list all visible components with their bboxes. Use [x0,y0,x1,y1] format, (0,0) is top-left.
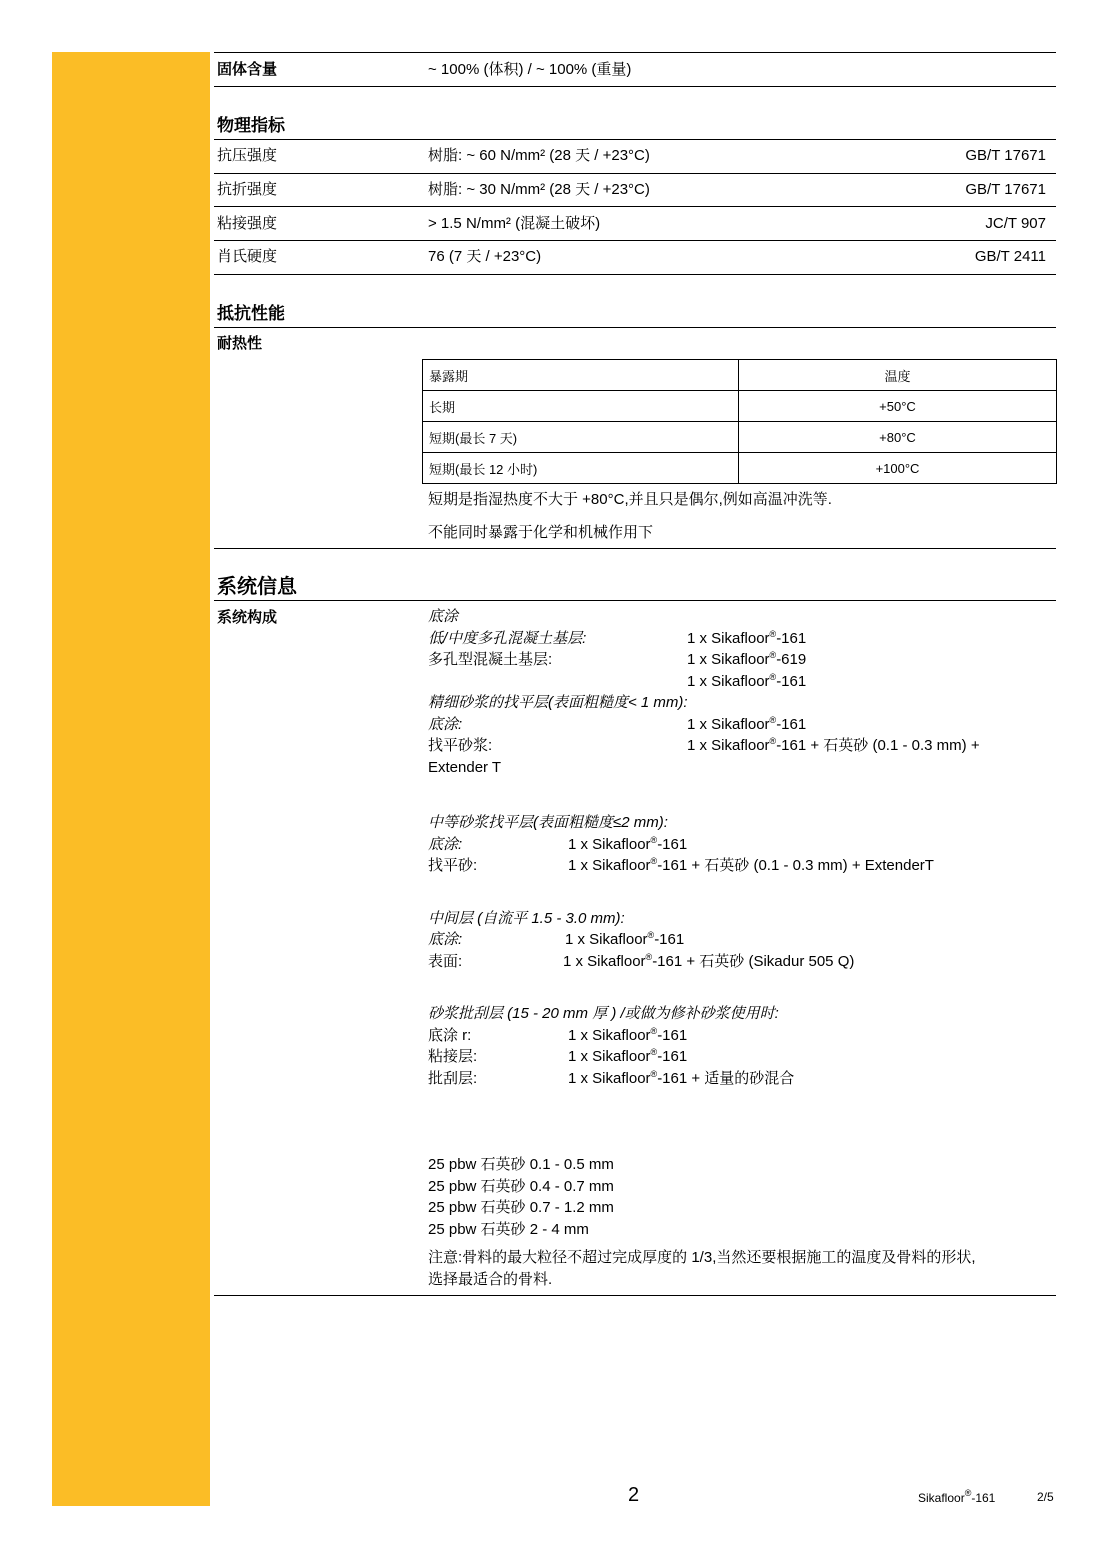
list-item [428,1046,1053,1068]
item-value: 1 x Sikafloor®-161 [568,834,688,853]
page-number: 2 [628,1484,640,1506]
medium-leveling-title: 中等砂浆找平层(表面粗糙度≤2 mm): [428,814,668,831]
divider [214,327,1056,328]
item-value: 1 x Sikafloor®-161 + 石英砂 (Sikadur 505 Q) [563,951,855,970]
list-item [428,671,1053,693]
item-value: 1 x Sikafloor®-161 + 石英砂 (0.1 - 0.3 mm) + [687,736,980,754]
table-cell: 长期 [423,391,739,422]
physical-section-title: 物理指标 [217,116,285,135]
physical-row-label: 肖氏硬度 [217,248,278,265]
divider [214,173,1056,174]
list-item [428,714,1053,736]
item-value: 1 x Sikafloor®-161 [568,1047,688,1065]
table-cell: +50°C [739,391,1057,422]
heat-note: 短期是指湿热度不大于 +80°C,并且只是偶尔,例如高温冲洗等. [428,491,832,508]
list-item [428,834,1053,856]
item-continuation: Extender T [428,758,502,776]
sand-list [428,1154,614,1240]
list-item: 25 pbw 石英砂 2 - 4 mm [428,1220,589,1238]
table-row [423,422,1057,453]
physical-row-standard: GB/T 17671 [965,181,1046,198]
item-key: 多孔型混凝土基层: [428,651,553,668]
fine-leveling-title: 精细砂浆的找平层(表面粗糙度< 1 mm): [428,694,688,711]
heat-resistance-label: 耐热性 [217,335,263,352]
divider [214,1295,1056,1296]
item-value: 1 x Sikafloor®-161 [565,930,685,948]
list-item [428,929,1053,951]
physical-row-label: 粘接强度 [217,215,278,232]
list-item [428,1068,1053,1090]
divider [214,600,1056,601]
item-value: 1 x Sikafloor®-161 [687,671,807,690]
physical-row-value: 树脂: ~ 30 N/mm² (28 天 / +23°C) [428,181,650,198]
physical-row-label: 抗折强度 [217,181,278,198]
table-cell: +100°C [739,453,1057,484]
item-key: 底涂 r: [428,1026,472,1044]
solids-label: 固体含量 [217,61,278,78]
divider [214,548,1056,549]
list-item: 25 pbw 石英砂 0.1 - 0.5 mm [428,1156,614,1173]
table-row [423,453,1057,484]
physical-row-value: 树脂: ~ 60 N/mm² (28 天 / +23°C) [428,147,650,164]
item-key: 批刮层: [428,1069,478,1087]
item-value: 1 x Sikafloor®-161 + 石英砂 (0.1 - 0.3 mm) + ExtenderT [568,856,934,874]
exposure-note: 不能同时暴露于化学和机械作用下 [428,524,654,541]
system-section-title: 系统信息 [217,576,297,598]
item-value: 1 x Sikafloor®-161 [687,628,807,647]
table-cell: 短期(最长 12 小时) [423,453,739,484]
table-cell: +80°C [739,422,1057,453]
divider [214,139,1056,140]
divider [214,86,1056,87]
item-key: 找平砂: [428,857,478,874]
heat-resistance-table [422,359,1057,484]
physical-row-value: 76 (7 天 / +23°C) [428,248,542,265]
list-item [428,628,1053,650]
item-value: 1 x Sikafloor®-161 [687,714,807,733]
product-name: Sikafloor®-161 [918,1488,996,1505]
list-item [428,1025,1053,1047]
physical-row-standard: JC/T 907 [985,215,1046,232]
sidebar-accent-bar [52,52,210,1506]
item-key: 粘接层: [428,1048,478,1065]
divider [214,274,1056,275]
table-header-cell: 暴露期 [423,360,739,391]
item-value: 1 x Sikafloor®-161 [568,1025,688,1044]
item-value: 1 x Sikafloor®-619 [687,650,807,668]
system-structure-block [428,606,1053,1089]
table-row [423,391,1057,422]
intermediate-layer-title: 中间层 (自流平 1.5 - 3.0 mm): [428,909,625,927]
list-item [428,735,1053,757]
item-key: 找平砂浆: [428,737,493,754]
page-count: 2/5 [1037,1490,1054,1504]
item-key: 底涂: [428,835,463,853]
list-item [428,855,1053,877]
physical-row-standard: GB/T 17671 [965,147,1046,164]
item-value: 1 x Sikafloor®-161 + 适量的砂混合 [568,1068,795,1087]
system-structure-label: 系统构成 [217,609,278,626]
divider [214,206,1056,207]
physical-row-label: 抗压强度 [217,147,278,164]
note-line: 注意:骨料的最大粒径不超过完成厚度的 1/3,当然还要根据施工的温度及骨料的形状, [428,1249,976,1266]
list-item [428,649,1053,671]
table-header-cell: 温度 [739,360,1057,391]
item-key: 底涂: [428,931,463,948]
divider [214,240,1056,241]
list-item: 25 pbw 石英砂 0.4 - 0.7 mm [428,1177,614,1195]
primer-title: 底涂 [428,608,459,625]
item-key: 表面: [428,952,463,970]
item-key: 底涂: [428,715,463,733]
list-item: 25 pbw 石英砂 0.7 - 1.2 mm [428,1199,614,1216]
physical-row-value: > 1.5 N/mm² (混凝土破坏) [428,215,601,232]
aggregate-note [428,1247,976,1290]
physical-row-standard: GB/T 2411 [974,248,1046,265]
note-line: 选择最适合的骨料. [428,1270,553,1288]
screed-layer-title: 砂浆批刮层 (15 - 20 mm 厚 ) /或做为修补砂浆使用时: [428,1005,779,1022]
list-item [428,951,1053,973]
table-header-row [423,360,1057,391]
table-cell: 短期(最长 7 天) [423,422,739,453]
solids-value: ~ 100% (体积) / ~ 100% (重量) [428,61,632,78]
resistance-section-title: 抵抗性能 [217,304,285,323]
item-key: 低/中度多孔混凝土基层: [428,629,587,647]
divider [214,52,1056,53]
